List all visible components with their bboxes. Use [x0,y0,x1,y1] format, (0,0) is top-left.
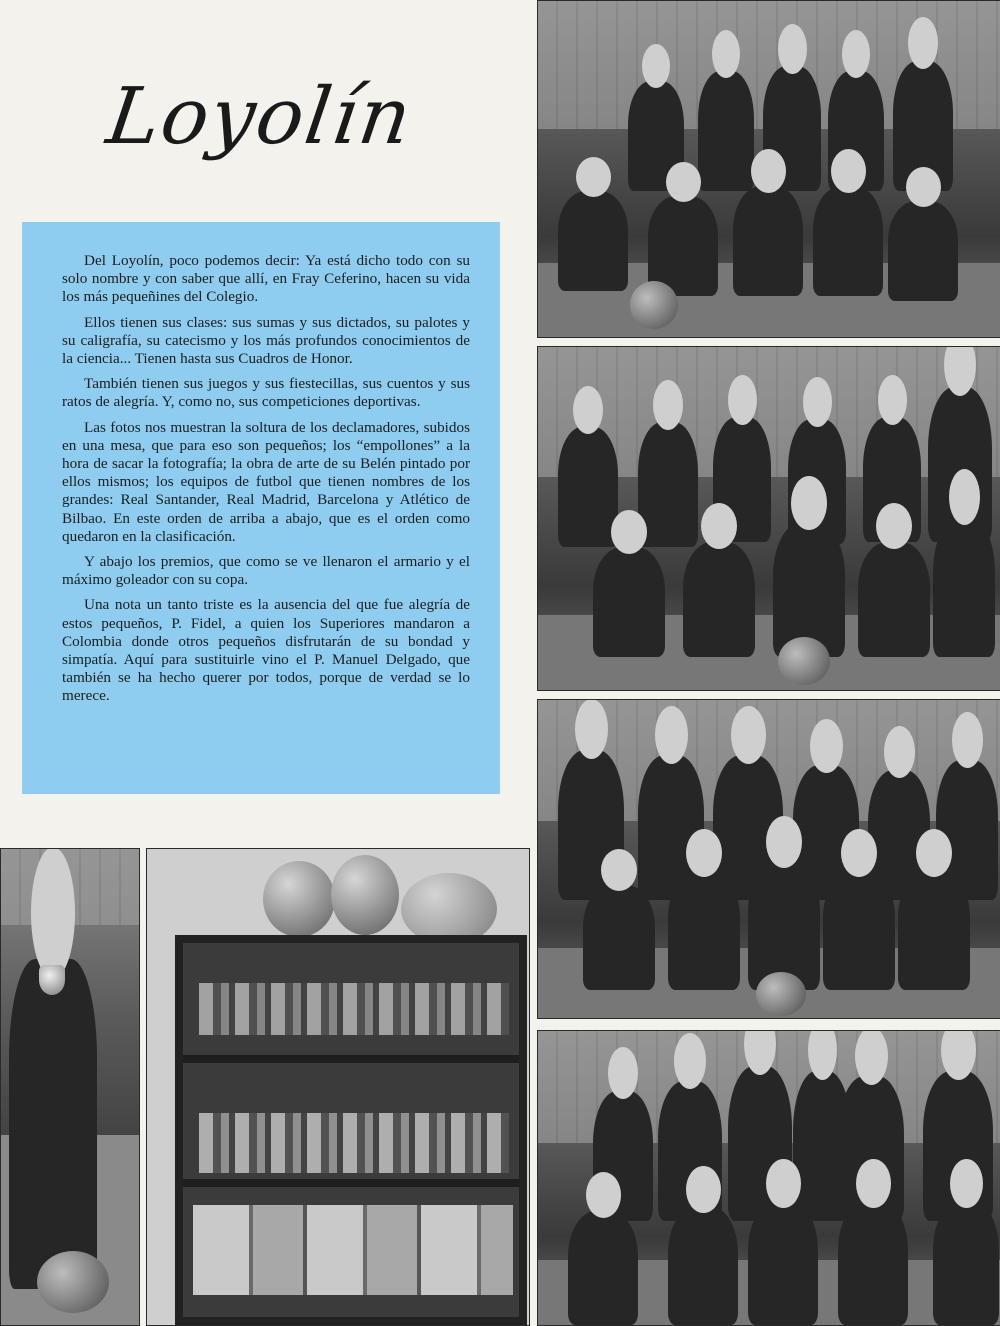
football [756,972,806,1016]
football [630,281,678,329]
player-figure [638,422,698,547]
player-figure [668,1206,738,1325]
player-figure [558,427,618,547]
player-figure [583,885,655,990]
cabinet-shelf [183,1179,519,1187]
football [778,637,830,685]
paragraph-4: Las fotos nos muestran la soltura de los declamadores, subidos en una mesa, que para eso son pequeños; los “empollones” a la hora de sacar la fotografía; la obra de arte de su Belén pintado por ellos mismos; los equipos de futbol que tienen nombres de los grandes: Real Santander, Real Madrid, Barcelona y Atlético de Bilbao. En este orden de arriba a abajo, que es el orden como quedaron en la clasificación. [62,418,470,545]
player-figure [683,542,755,657]
player-figure [933,1201,999,1325]
paragraph-6: Una nota un tanto triste es la ausencia del que fue alegría de estos pequeños, P. Fidel, a quien los Superiores mandaron a Colombia donde otros pequeños disfrutarán de su bondad y simpatía. Aquí para sustituirle vino el P. Manuel Delgado, que también se ha hecho querer por todos, porque de verdad se lo merece. [62,596,470,705]
player-figure [823,870,895,990]
trophy-cup [39,965,65,995]
prizes-cabinet-photo [146,848,530,1326]
player-figure [733,186,803,296]
player-figure [568,1211,638,1325]
team-photo-real-madrid [537,346,1000,691]
player-figure [858,542,930,657]
player-figure [933,517,995,657]
cabinet-shelf [183,1055,519,1063]
player-figure [888,201,958,301]
page-title: Loyolín [101,72,419,162]
player-figure [558,191,628,291]
player-figure [748,860,820,990]
player-figure [838,1201,908,1325]
balloon [263,861,335,937]
player-figure [698,71,754,191]
player-figure [668,870,740,990]
balloon [331,855,399,935]
team-photo-atletico-de-bilbao [537,1030,1000,1326]
player-figure [813,186,883,296]
paragraph-1: Del Loyolín, poco podemos decir: Ya está dicho todo con su solo nombre y con saber que allí, en Fray Ceferino, hacen su vida los más pequeñines del Colegio. [62,252,470,306]
prize-cabinet [175,935,527,1325]
paragraph-2: Ellos tienen sus clases: sus sumas y sus dictados, su palotes y su caligrafía, su catecismo y los más profundos conocimientos de la ciencia... Tienen hasta sus Cuadros de Honor. [62,313,470,368]
team-photo-barcelona [537,699,1000,1019]
paragraph-3: También tienen sus juegos y sus fiestecillas, sus cuentos y sus ratos de alegría. Y, como no, sus competiciones deportivas. [62,375,470,411]
team-photo-real-santander [537,0,1000,338]
article-text-box [22,222,500,794]
prize-boxes [193,1205,513,1295]
player-figure [898,870,970,990]
player-figure [593,547,665,657]
trophies-shelf [199,983,509,1035]
paragraph-5: Y abajo los premios, que como se ve llenaron el armario y el máximo goleador con su copa. [62,553,470,589]
football [37,1251,109,1313]
gifts-shelf [199,1113,509,1173]
top-scorer-photo [0,848,140,1326]
top-scorer-figure [9,959,97,1289]
player-figure [748,1201,818,1325]
